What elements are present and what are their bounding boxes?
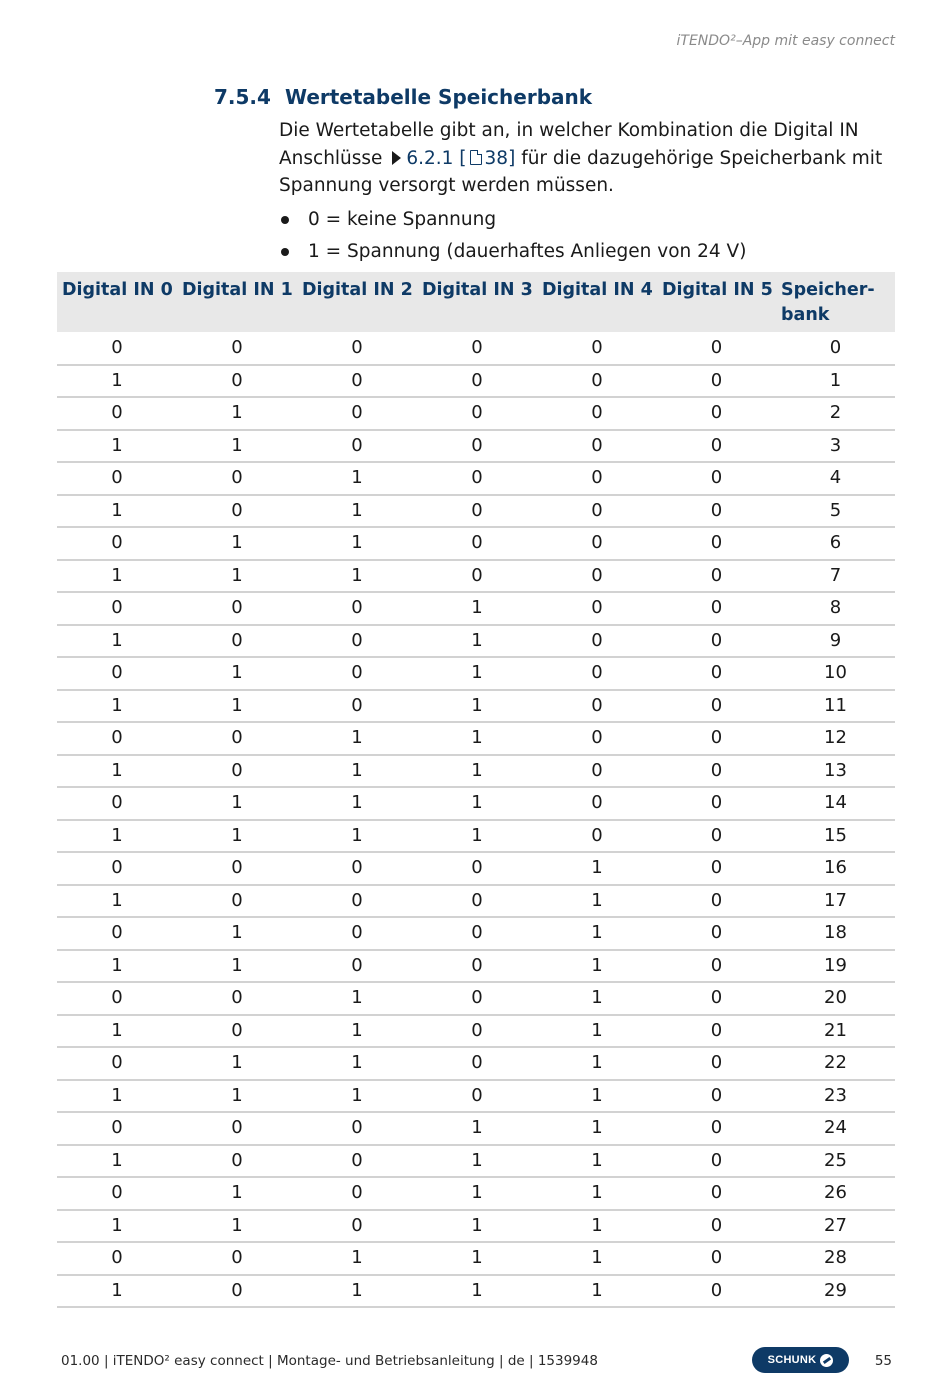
table-row bbox=[57, 1275, 895, 1308]
table-cell: 0 bbox=[417, 397, 537, 430]
table-cell: 0 bbox=[537, 527, 657, 560]
table-cell: 0 bbox=[537, 592, 657, 625]
table-cell: 0 bbox=[177, 332, 297, 365]
table-cell: 1 bbox=[297, 1242, 417, 1275]
column-header: Digital IN 4 bbox=[537, 272, 657, 332]
table-row bbox=[57, 1080, 895, 1113]
table-cell: 1 bbox=[417, 787, 537, 820]
table-cell: 0 bbox=[657, 397, 776, 430]
table-cell: 0 bbox=[537, 560, 657, 593]
table-cell: 0 bbox=[657, 722, 776, 755]
table-cell: 0 bbox=[57, 592, 177, 625]
table-cell: 0 bbox=[537, 397, 657, 430]
table-row bbox=[57, 690, 895, 723]
table-cell: 1 bbox=[537, 950, 657, 983]
column-header: Digital IN 1 bbox=[177, 272, 297, 332]
table-cell: 0 bbox=[57, 917, 177, 950]
table-cell: 0 bbox=[537, 690, 657, 723]
xref-page: 38 bbox=[484, 147, 509, 169]
intro-block bbox=[279, 117, 899, 268]
xref-section: 6.2.1 bbox=[406, 147, 454, 169]
table-cell: 1 bbox=[537, 1047, 657, 1080]
table-cell: 12 bbox=[776, 722, 895, 755]
cross-reference-link[interactable]: 6.2.1 [ 38] bbox=[406, 147, 516, 169]
table-row bbox=[57, 592, 895, 625]
table-cell: 1 bbox=[57, 950, 177, 983]
table-cell: 1 bbox=[177, 787, 297, 820]
table-cell: 0 bbox=[537, 625, 657, 658]
table-cell: 0 bbox=[57, 722, 177, 755]
table-cell: 0 bbox=[657, 1080, 776, 1113]
table-cell: 1 bbox=[537, 1015, 657, 1048]
table-cell: 0 bbox=[657, 1015, 776, 1048]
column-header: Digital IN 5 bbox=[657, 272, 776, 332]
table-cell: 6 bbox=[776, 527, 895, 560]
table-cell: 5 bbox=[776, 495, 895, 528]
section-number: 7.5.4 bbox=[214, 85, 271, 109]
table-cell: 1 bbox=[417, 1177, 537, 1210]
table-cell: 29 bbox=[776, 1275, 895, 1308]
section-heading bbox=[214, 85, 592, 109]
table-cell: 18 bbox=[776, 917, 895, 950]
column-header: Digital IN 2 bbox=[297, 272, 417, 332]
table-cell: 1 bbox=[297, 1015, 417, 1048]
table-cell: 1 bbox=[537, 1177, 657, 1210]
table-row bbox=[57, 1242, 895, 1275]
table-cell: 1 bbox=[57, 430, 177, 463]
table-cell: 0 bbox=[177, 722, 297, 755]
table-cell: 28 bbox=[776, 1242, 895, 1275]
table-cell: 0 bbox=[177, 1242, 297, 1275]
table-cell: 0 bbox=[537, 430, 657, 463]
table-cell: 0 bbox=[297, 690, 417, 723]
table-row bbox=[57, 885, 895, 918]
table-cell: 1 bbox=[57, 1145, 177, 1178]
table-cell: 0 bbox=[57, 1242, 177, 1275]
table-cell: 1 bbox=[417, 657, 537, 690]
table-cell: 4 bbox=[776, 462, 895, 495]
table-cell: 3 bbox=[776, 430, 895, 463]
table-cell: 22 bbox=[776, 1047, 895, 1080]
table-cell: 1 bbox=[177, 560, 297, 593]
table-row bbox=[57, 430, 895, 463]
table-cell: 1 bbox=[57, 1015, 177, 1048]
table-cell: 0 bbox=[177, 365, 297, 398]
table-cell: 0 bbox=[657, 462, 776, 495]
table-cell: 1 bbox=[537, 1112, 657, 1145]
table-cell: 1 bbox=[177, 1047, 297, 1080]
table-cell: 0 bbox=[57, 657, 177, 690]
table-header-row bbox=[57, 272, 895, 332]
table-row bbox=[57, 625, 895, 658]
table-cell: 0 bbox=[297, 1112, 417, 1145]
table-cell: 0 bbox=[657, 852, 776, 885]
table-cell: 0 bbox=[657, 1275, 776, 1308]
table-cell: 0 bbox=[657, 560, 776, 593]
page-number: 55 bbox=[874, 1353, 892, 1369]
table-cell: 21 bbox=[776, 1015, 895, 1048]
table-cell: 0 bbox=[657, 1047, 776, 1080]
table-body bbox=[57, 332, 895, 1307]
table-cell: 1 bbox=[177, 1177, 297, 1210]
running-head: iTENDO²–App mit easy connect bbox=[676, 33, 895, 49]
table-cell: 1 bbox=[57, 1080, 177, 1113]
table-cell: 1 bbox=[297, 722, 417, 755]
table-cell: 0 bbox=[297, 625, 417, 658]
table-cell: 0 bbox=[297, 592, 417, 625]
table-cell: 1 bbox=[537, 917, 657, 950]
table-cell: 0 bbox=[57, 332, 177, 365]
table-cell: 0 bbox=[657, 657, 776, 690]
table-row bbox=[57, 657, 895, 690]
table-cell: 0 bbox=[657, 982, 776, 1015]
value-table bbox=[57, 272, 895, 1308]
table-cell: 0 bbox=[537, 495, 657, 528]
table-cell: 0 bbox=[657, 885, 776, 918]
table-cell: 0 bbox=[177, 885, 297, 918]
table-row bbox=[57, 332, 895, 365]
table-cell: 0 bbox=[657, 787, 776, 820]
table-cell: 0 bbox=[177, 1145, 297, 1178]
table-row bbox=[57, 1177, 895, 1210]
table-cell: 1 bbox=[177, 1080, 297, 1113]
table-cell: 0 bbox=[417, 852, 537, 885]
table-cell: 0 bbox=[417, 332, 537, 365]
table-cell: 0 bbox=[297, 430, 417, 463]
table-cell: 0 bbox=[177, 755, 297, 788]
table-cell: 0 bbox=[417, 1080, 537, 1113]
section-title: Wertetabelle Speicherbank bbox=[284, 85, 593, 109]
table-cell: 1 bbox=[297, 1047, 417, 1080]
table-cell: 0 bbox=[57, 1112, 177, 1145]
table-cell: 1 bbox=[776, 365, 895, 398]
table-cell: 0 bbox=[177, 462, 297, 495]
table-cell: 0 bbox=[537, 820, 657, 853]
table-cell: 1 bbox=[57, 690, 177, 723]
table-cell: 1 bbox=[537, 1275, 657, 1308]
table-cell: 0 bbox=[297, 365, 417, 398]
table-cell: 1 bbox=[417, 820, 537, 853]
table-cell: 0 bbox=[177, 852, 297, 885]
table-cell: 1 bbox=[417, 722, 537, 755]
table-cell: 19 bbox=[776, 950, 895, 983]
table-cell: 1 bbox=[297, 1275, 417, 1308]
table-cell: 20 bbox=[776, 982, 895, 1015]
table-cell: 0 bbox=[417, 950, 537, 983]
logo-text: SCHUNK bbox=[767, 1354, 817, 1366]
table-cell: 1 bbox=[297, 820, 417, 853]
column-header: Digital IN 0 bbox=[57, 272, 177, 332]
table-cell: 0 bbox=[657, 820, 776, 853]
table-cell: 9 bbox=[776, 625, 895, 658]
table-cell: 1 bbox=[297, 787, 417, 820]
table-cell: 1 bbox=[57, 560, 177, 593]
table-row bbox=[57, 462, 895, 495]
table-cell: 2 bbox=[776, 397, 895, 430]
table-cell: 0 bbox=[657, 755, 776, 788]
table-cell: 0 bbox=[297, 332, 417, 365]
table-cell: 1 bbox=[297, 1080, 417, 1113]
table-cell: 1 bbox=[57, 885, 177, 918]
table-cell: 0 bbox=[297, 1145, 417, 1178]
table-cell: 1 bbox=[297, 755, 417, 788]
table-cell: 1 bbox=[417, 1112, 537, 1145]
table-row bbox=[57, 722, 895, 755]
table-cell: 1 bbox=[537, 1242, 657, 1275]
table-cell: 0 bbox=[57, 397, 177, 430]
table-cell: 14 bbox=[776, 787, 895, 820]
table-cell: 0 bbox=[537, 462, 657, 495]
table-cell: 1 bbox=[177, 820, 297, 853]
table-row bbox=[57, 787, 895, 820]
table-cell: 1 bbox=[537, 852, 657, 885]
bullet-icon bbox=[281, 216, 289, 224]
table-row bbox=[57, 950, 895, 983]
table-cell: 11 bbox=[776, 690, 895, 723]
table-cell: 0 bbox=[537, 657, 657, 690]
table-cell: 1 bbox=[297, 560, 417, 593]
table-cell: 0 bbox=[657, 1112, 776, 1145]
table-cell: 0 bbox=[417, 365, 537, 398]
table-cell: 1 bbox=[57, 755, 177, 788]
logo-mark-icon bbox=[820, 1354, 833, 1367]
table-cell: 0 bbox=[657, 332, 776, 365]
table-cell: 7 bbox=[776, 560, 895, 593]
table-row bbox=[57, 917, 895, 950]
table-cell: 24 bbox=[776, 1112, 895, 1145]
table-cell: 1 bbox=[57, 1275, 177, 1308]
table-cell: 0 bbox=[57, 1177, 177, 1210]
table-cell: 0 bbox=[177, 495, 297, 528]
table-cell: 1 bbox=[297, 982, 417, 1015]
table-row bbox=[57, 365, 895, 398]
table-row bbox=[57, 495, 895, 528]
table-cell: 0 bbox=[177, 982, 297, 1015]
table-cell: 1 bbox=[177, 527, 297, 560]
table-cell: 0 bbox=[57, 852, 177, 885]
table-cell: 1 bbox=[417, 1275, 537, 1308]
table-cell: 0 bbox=[297, 1177, 417, 1210]
table-cell: 0 bbox=[657, 430, 776, 463]
table-cell: 0 bbox=[177, 592, 297, 625]
table-cell: 0 bbox=[657, 690, 776, 723]
table-cell: 0 bbox=[417, 495, 537, 528]
table-cell: 1 bbox=[177, 657, 297, 690]
table-cell: 0 bbox=[177, 1112, 297, 1145]
document-page-icon bbox=[470, 150, 482, 165]
column-header: Digital IN 3 bbox=[417, 272, 537, 332]
table-cell: 1 bbox=[417, 625, 537, 658]
table-cell: 1 bbox=[57, 365, 177, 398]
table-cell: 0 bbox=[657, 592, 776, 625]
table-cell: 1 bbox=[57, 495, 177, 528]
table-cell: 1 bbox=[537, 1210, 657, 1243]
table-row bbox=[57, 1015, 895, 1048]
table-cell: 0 bbox=[537, 365, 657, 398]
table-cell: 25 bbox=[776, 1145, 895, 1178]
table-cell: 8 bbox=[776, 592, 895, 625]
table-row bbox=[57, 527, 895, 560]
table-cell: 0 bbox=[657, 950, 776, 983]
table-cell: 23 bbox=[776, 1080, 895, 1113]
table-cell: 0 bbox=[657, 917, 776, 950]
table-cell: 1 bbox=[537, 1145, 657, 1178]
table-cell: 1 bbox=[537, 885, 657, 918]
table-cell: 0 bbox=[177, 1275, 297, 1308]
table-cell: 0 bbox=[297, 885, 417, 918]
table-cell: 15 bbox=[776, 820, 895, 853]
table-row bbox=[57, 560, 895, 593]
table-cell: 0 bbox=[657, 365, 776, 398]
table-row bbox=[57, 820, 895, 853]
table-cell: 0 bbox=[177, 625, 297, 658]
table-cell: 0 bbox=[537, 787, 657, 820]
table-row bbox=[57, 852, 895, 885]
table-cell: 0 bbox=[657, 625, 776, 658]
table-cell: 0 bbox=[297, 852, 417, 885]
table-cell: 10 bbox=[776, 657, 895, 690]
table-cell: 1 bbox=[417, 755, 537, 788]
table-cell: 0 bbox=[297, 1210, 417, 1243]
table-cell: 0 bbox=[177, 1015, 297, 1048]
table-cell: 1 bbox=[177, 430, 297, 463]
table-cell: 0 bbox=[57, 982, 177, 1015]
list-item bbox=[279, 236, 899, 268]
table-cell: 27 bbox=[776, 1210, 895, 1243]
table-cell: 1 bbox=[537, 1080, 657, 1113]
table-cell: 1 bbox=[57, 1210, 177, 1243]
table-row bbox=[57, 982, 895, 1015]
table-cell: 0 bbox=[57, 1047, 177, 1080]
table-row bbox=[57, 1145, 895, 1178]
table-cell: 0 bbox=[417, 430, 537, 463]
table-cell: 1 bbox=[57, 625, 177, 658]
bullet-text: 0 = keine Spannung bbox=[308, 208, 497, 230]
table-cell: 1 bbox=[417, 690, 537, 723]
list-item bbox=[279, 204, 899, 236]
table-cell: 1 bbox=[417, 592, 537, 625]
intro-paragraph bbox=[279, 117, 899, 200]
table-cell: 0 bbox=[657, 527, 776, 560]
intro-text-part1: Die Wertetabelle gibt an, in welcher Kombination die Digital IN Anschlüsse bbox=[279, 120, 859, 169]
table-cell: 0 bbox=[417, 885, 537, 918]
table-cell: 0 bbox=[297, 397, 417, 430]
footer-text: 01.00 | iTENDO² easy connect | Montage- und Betriebsanleitung | de | 1539948 bbox=[61, 1353, 598, 1369]
triangle-right-icon bbox=[392, 151, 401, 165]
table-row bbox=[57, 755, 895, 788]
table-cell: 0 bbox=[417, 1015, 537, 1048]
bullet-list bbox=[279, 204, 899, 268]
table-row bbox=[57, 397, 895, 430]
table-cell: 1 bbox=[417, 1145, 537, 1178]
table-cell: 0 bbox=[537, 722, 657, 755]
table-cell: 1 bbox=[177, 1210, 297, 1243]
table-cell: 26 bbox=[776, 1177, 895, 1210]
table-cell: 1 bbox=[177, 690, 297, 723]
table-cell: 13 bbox=[776, 755, 895, 788]
column-header: Speicher- bank bbox=[776, 272, 895, 332]
table-cell: 0 bbox=[417, 462, 537, 495]
table-cell: 1 bbox=[177, 950, 297, 983]
table-cell: 0 bbox=[57, 787, 177, 820]
table-cell: 0 bbox=[657, 1177, 776, 1210]
table-cell: 0 bbox=[57, 527, 177, 560]
table-row bbox=[57, 1210, 895, 1243]
table-cell: 1 bbox=[177, 917, 297, 950]
table-cell: 0 bbox=[417, 560, 537, 593]
table-row bbox=[57, 1112, 895, 1145]
table-cell: 0 bbox=[776, 332, 895, 365]
table-cell: 1 bbox=[297, 495, 417, 528]
table-cell: 17 bbox=[776, 885, 895, 918]
table-cell: 0 bbox=[657, 495, 776, 528]
table-cell: 0 bbox=[297, 657, 417, 690]
table-cell: 0 bbox=[417, 527, 537, 560]
table-cell: 0 bbox=[297, 950, 417, 983]
table-cell: 0 bbox=[657, 1145, 776, 1178]
table-cell: 1 bbox=[417, 1242, 537, 1275]
table-cell: 1 bbox=[57, 820, 177, 853]
table-cell: 0 bbox=[417, 982, 537, 1015]
bullet-icon bbox=[281, 248, 289, 256]
table-row bbox=[57, 1047, 895, 1080]
table-cell: 0 bbox=[57, 462, 177, 495]
table-cell: 0 bbox=[657, 1242, 776, 1275]
table-cell: 0 bbox=[417, 1047, 537, 1080]
table-cell: 1 bbox=[537, 982, 657, 1015]
table-cell: 16 bbox=[776, 852, 895, 885]
intro-text-part2: für die dazugehörige Speicherbank mit Spannung versorgt werden müssen. bbox=[279, 147, 883, 196]
schunk-logo bbox=[752, 1347, 849, 1373]
table-cell: 0 bbox=[537, 755, 657, 788]
table-cell: 1 bbox=[297, 527, 417, 560]
table-cell: 1 bbox=[297, 462, 417, 495]
table-cell: 0 bbox=[297, 917, 417, 950]
table-cell: 0 bbox=[537, 332, 657, 365]
table-cell: 0 bbox=[417, 917, 537, 950]
table-cell: 0 bbox=[657, 1210, 776, 1243]
table-cell: 1 bbox=[417, 1210, 537, 1243]
bullet-text: 1 = Spannung (dauerhaftes Anliegen von 24 V) bbox=[308, 240, 747, 262]
table-cell: 1 bbox=[177, 397, 297, 430]
